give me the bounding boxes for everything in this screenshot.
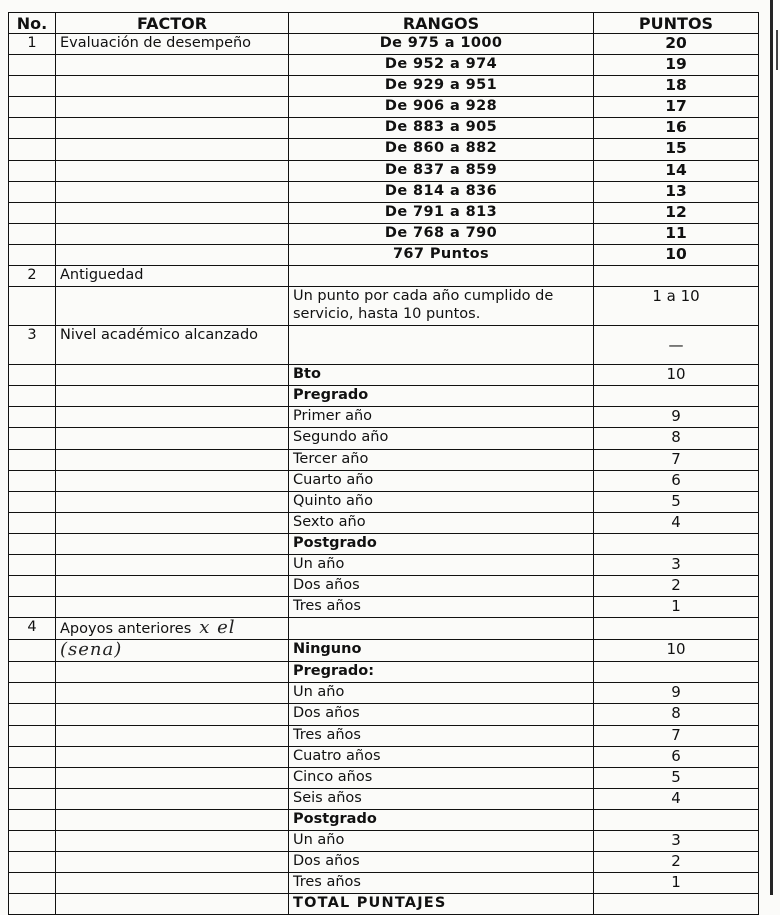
cell-rango: Primer año [289, 407, 594, 428]
cell-factor [56, 118, 289, 139]
cell-no [9, 202, 56, 223]
cell-rango: De 883 a 905 [289, 118, 594, 139]
table-row [9, 407, 759, 428]
table-row [9, 873, 759, 894]
cell-no: 2 [9, 266, 56, 287]
table-row [9, 767, 759, 788]
cell-no [9, 470, 56, 491]
table-header-row [9, 13, 759, 34]
cell-rango: Cuarto año [289, 470, 594, 491]
cell-no [9, 662, 56, 683]
cell-puntos: 5 [594, 491, 759, 512]
cell-rango: Pregrado: [289, 662, 594, 683]
cell-puntos: 17 [594, 97, 759, 118]
table-row [9, 181, 759, 202]
cell-no [9, 788, 56, 809]
cell-factor [56, 55, 289, 76]
factor-label: Apoyos anteriores [60, 621, 192, 638]
cell-factor [56, 662, 289, 683]
cell-rango: Seis años [289, 788, 594, 809]
cell-puntos [594, 266, 759, 287]
cell-rango: Dos años [289, 852, 594, 873]
cell-no [9, 576, 56, 597]
table-row [9, 386, 759, 407]
cell-rango: Un año [289, 683, 594, 704]
cell-factor [56, 831, 289, 852]
table-row [9, 491, 759, 512]
scoring-table-sheet [8, 12, 759, 915]
cell-factor: Antiguedad [56, 266, 289, 287]
cell-rango: Tres años [289, 597, 594, 618]
cell-rango: De 791 a 813 [289, 202, 594, 223]
cell-no [9, 449, 56, 470]
cell-no [9, 512, 56, 533]
table-row [9, 662, 759, 683]
page-edge-line [770, 0, 773, 895]
cell-no [9, 97, 56, 118]
cell-factor [56, 554, 289, 575]
table-body [9, 34, 759, 915]
scoring-table [8, 12, 759, 915]
cell-puntos: 4 [594, 512, 759, 533]
cell-rango: Tercer año [289, 449, 594, 470]
table-row [9, 597, 759, 618]
table-row [9, 160, 759, 181]
cell-factor [56, 576, 289, 597]
table-row [9, 287, 759, 326]
table-row [9, 202, 759, 223]
cell-puntos [594, 533, 759, 554]
cell-no [9, 725, 56, 746]
cell-puntos [594, 662, 759, 683]
cell-puntos: 1 [594, 873, 759, 894]
header-puntos: PUNTOS [594, 13, 759, 34]
cell-no [9, 407, 56, 428]
cell-factor [56, 181, 289, 202]
cell-puntos: 8 [594, 428, 759, 449]
cell-rango: De 975 a 1000 [289, 34, 594, 55]
table-row [9, 449, 759, 470]
cell-puntos: 10 [594, 640, 759, 662]
table-row [9, 76, 759, 97]
cell-rango: Tres años [289, 725, 594, 746]
cell-rango: Postgrado [289, 809, 594, 830]
cell-no [9, 181, 56, 202]
cell-no: 4 [9, 618, 56, 640]
cell-no [9, 491, 56, 512]
cell-no [9, 365, 56, 386]
cell-rango: 767 Puntos [289, 244, 594, 265]
cell-factor [56, 365, 289, 386]
table-row [9, 470, 759, 491]
table-row [9, 809, 759, 830]
cell-factor [56, 873, 289, 894]
table-row [9, 326, 759, 365]
table-row [9, 55, 759, 76]
cell-factor [56, 704, 289, 725]
cell-rango: Cinco años [289, 767, 594, 788]
table-row [9, 640, 759, 662]
handwritten-note: (sena) [60, 639, 123, 661]
cell-factor [56, 428, 289, 449]
cell-no: 1 [9, 34, 56, 55]
table-row [9, 894, 759, 915]
cell-factor [56, 76, 289, 97]
cell-factor [56, 767, 289, 788]
cell-rango: Pregrado [289, 386, 594, 407]
cell-rango: De 814 a 836 [289, 181, 594, 202]
cell-puntos: 2 [594, 852, 759, 873]
cell-puntos: 6 [594, 470, 759, 491]
cell-puntos: 1 [594, 597, 759, 618]
cell-puntos: 19 [594, 55, 759, 76]
cell-rango: Ninguno [289, 640, 594, 662]
cell-puntos: 1 a 10 [594, 287, 759, 326]
cell-rango: De 837 a 859 [289, 160, 594, 181]
cell-factor [56, 512, 289, 533]
cell-factor [56, 852, 289, 873]
cell-factor [56, 244, 289, 265]
cell-factor [56, 202, 289, 223]
table-row [9, 852, 759, 873]
cell-no [9, 55, 56, 76]
table-row [9, 725, 759, 746]
cell-rango [289, 618, 594, 640]
cell-puntos: 2 [594, 576, 759, 597]
cell-no [9, 894, 56, 915]
cell-puntos: — [594, 326, 759, 365]
cell-factor [56, 160, 289, 181]
cell-puntos: 9 [594, 407, 759, 428]
cell-factor [56, 809, 289, 830]
cell-no [9, 428, 56, 449]
cell-puntos: 12 [594, 202, 759, 223]
cell-factor [56, 894, 289, 915]
cell-no [9, 223, 56, 244]
cell-rango: Postgrado [289, 533, 594, 554]
cell-rango: De 929 a 951 [289, 76, 594, 97]
cell-factor [56, 640, 289, 662]
cell-factor [56, 746, 289, 767]
cell-no [9, 809, 56, 830]
cell-no [9, 852, 56, 873]
table-row [9, 512, 759, 533]
header-rangos: RANGOS [289, 13, 594, 34]
cell-no [9, 554, 56, 575]
cell-no [9, 76, 56, 97]
table-row [9, 683, 759, 704]
table-row [9, 244, 759, 265]
cell-puntos: 7 [594, 449, 759, 470]
table-row [9, 618, 759, 640]
cell-factor [56, 683, 289, 704]
cell-rango [289, 326, 594, 365]
cell-no [9, 287, 56, 326]
cell-puntos [594, 894, 759, 915]
cell-puntos: 14 [594, 160, 759, 181]
cell-rango: De 906 a 928 [289, 97, 594, 118]
cell-puntos: 7 [594, 725, 759, 746]
cell-factor [56, 618, 289, 640]
cell-puntos [594, 618, 759, 640]
cell-rango: Sexto año [289, 512, 594, 533]
cell-no [9, 386, 56, 407]
table-row [9, 97, 759, 118]
cell-rango: Cuatro años [289, 746, 594, 767]
cell-rango: De 952 a 974 [289, 55, 594, 76]
cell-puntos: 6 [594, 746, 759, 767]
cell-rango: Bto [289, 365, 594, 386]
table-row [9, 428, 759, 449]
cell-no [9, 746, 56, 767]
cell-no [9, 160, 56, 181]
cell-no [9, 704, 56, 725]
table-row [9, 746, 759, 767]
cell-puntos: 3 [594, 831, 759, 852]
cell-puntos: 16 [594, 118, 759, 139]
cell-no [9, 640, 56, 662]
header-no: No. [9, 13, 56, 34]
table-row [9, 139, 759, 160]
table-row [9, 554, 759, 575]
cell-puntos: 5 [594, 767, 759, 788]
cell-factor [56, 533, 289, 554]
cell-rango: De 860 a 882 [289, 139, 594, 160]
cell-rango: Un año [289, 554, 594, 575]
cell-puntos [594, 386, 759, 407]
cell-no [9, 597, 56, 618]
table-row [9, 266, 759, 287]
cell-factor [56, 386, 289, 407]
cell-rango [289, 266, 594, 287]
cell-no [9, 139, 56, 160]
cell-puntos: 4 [594, 788, 759, 809]
cell-rango: Un año [289, 831, 594, 852]
cell-puntos: 15 [594, 139, 759, 160]
cell-rango: Quinto año [289, 491, 594, 512]
table-row [9, 788, 759, 809]
cell-no [9, 683, 56, 704]
cell-puntos: 13 [594, 181, 759, 202]
table-row [9, 118, 759, 139]
cell-puntos: 20 [594, 34, 759, 55]
cell-rango: Segundo año [289, 428, 594, 449]
cell-factor: Evaluación de desempeño [56, 34, 289, 55]
cell-rango: Un punto por cada año cumplido de servicio, hasta 10 puntos. [289, 287, 594, 326]
cell-rango: Dos años [289, 576, 594, 597]
cell-factor [56, 597, 289, 618]
cell-puntos: 10 [594, 244, 759, 265]
cell-factor [56, 97, 289, 118]
table-row [9, 533, 759, 554]
table-row [9, 576, 759, 597]
table-row [9, 34, 759, 55]
cell-rango: De 768 a 790 [289, 223, 594, 244]
cell-puntos: 9 [594, 683, 759, 704]
cell-no [9, 831, 56, 852]
cell-factor [56, 491, 289, 512]
cell-factor [56, 223, 289, 244]
cell-factor [56, 287, 289, 326]
cell-factor [56, 725, 289, 746]
cell-factor [56, 470, 289, 491]
cell-factor [56, 139, 289, 160]
table-row [9, 223, 759, 244]
table-row [9, 831, 759, 852]
cell-factor [56, 407, 289, 428]
cell-no [9, 533, 56, 554]
cell-puntos [594, 809, 759, 830]
table-row [9, 365, 759, 386]
cell-factor [56, 788, 289, 809]
cell-puntos: 8 [594, 704, 759, 725]
cell-no [9, 118, 56, 139]
cell-no [9, 244, 56, 265]
cell-rango: Tres años [289, 873, 594, 894]
cell-puntos: 11 [594, 223, 759, 244]
header-factor: FACTOR [56, 13, 289, 34]
cell-no: 3 [9, 326, 56, 365]
cell-no [9, 873, 56, 894]
cell-no [9, 767, 56, 788]
cell-rango: Dos años [289, 704, 594, 725]
handwritten-note: x el [199, 617, 236, 639]
cell-factor: Nivel académico alcanzado [56, 326, 289, 365]
cell-factor [56, 449, 289, 470]
page-edge-mark [776, 30, 778, 70]
cell-rango: TOTAL PUNTAJES [289, 894, 594, 915]
cell-puntos: 18 [594, 76, 759, 97]
cell-puntos: 3 [594, 554, 759, 575]
table-row [9, 704, 759, 725]
cell-puntos: 10 [594, 365, 759, 386]
